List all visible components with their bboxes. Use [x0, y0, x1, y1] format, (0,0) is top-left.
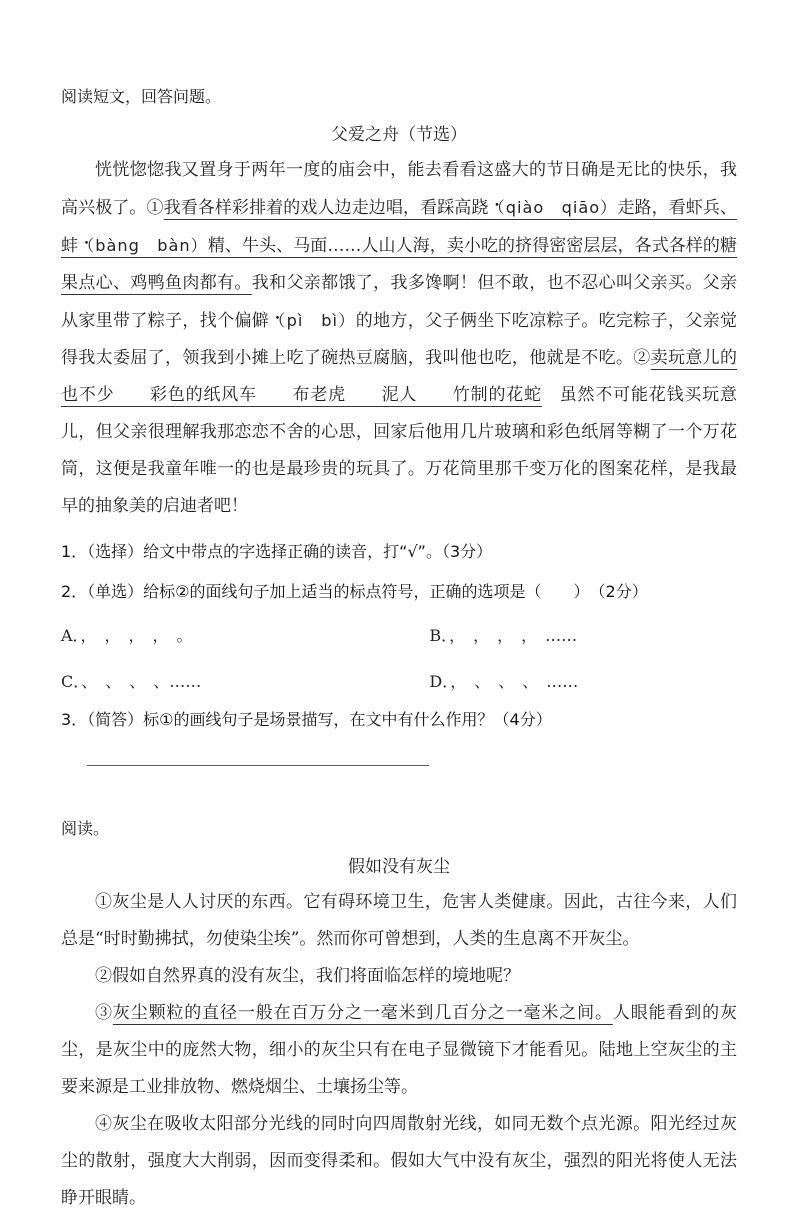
passage2-text	[61, 884, 737, 1217]
passage2-para3: ③灰尘颗粒的直径一般在百万分之一毫米到几百分之一毫米之间。人眼能看到的灰尘，是灰尘中的庞然大物，细小的灰尘只有在电子显微镜下才能看见。陆地上空灰尘的主要来源是工业排放物、燃烧烟尘、土壤扬尘等。	[61, 1003, 738, 1097]
dotted-char-bang: 蚌 •	[61, 236, 78, 256]
circled-3-marker: ③	[95, 1003, 113, 1023]
option-b: B．， ， ， ， ……	[429, 626, 578, 645]
question-2: 2．（单选）给标②的面线句子加上适当的标点符号，正确的选项是（ ） （2分）	[61, 582, 648, 601]
passage2-para4: ④灰尘在吸收太阳部分光线的同时向四周散射光线，如同无数个点光源。阳光经过灰尘的散射，强度大大削弱，因而变得柔和。假如大气中没有灰尘，强烈的阳光将使人无法睁开眼睛。	[61, 1114, 737, 1208]
dotted-char-pi: 僻 •	[252, 311, 269, 331]
section2-instruction: 阅读。	[61, 819, 110, 838]
underlined-segment-3: 灰尘颗粒的直径一般在百万分之一毫米到几百分之一毫米之间。	[112, 1003, 613, 1023]
passage1-opening: 恍恍惚惚我又置身于两年一度的庙会中，能去看看这盛大的节日确是无比的快乐，我高兴极了。	[61, 160, 737, 218]
dotted-char-qiao: 跷 •	[471, 198, 488, 218]
question-2-options	[61, 625, 737, 693]
passage1-text	[61, 152, 737, 525]
underlined-segment-1: 我看各样彩排着的戏人边走边唱，看踩高跷 •（qiào qiāo）走路，看虾兵、蚌 •（bàng bàn）精、牛头、马面……人山人海，卖小吃的挤得密密层层，各式各样的糖果点心、鸡鸭鱼肉都有。	[61, 198, 737, 293]
pinyin-pi: （pì bì）	[269, 311, 356, 330]
question-3: 3．（简答）标①的画线句子是场景描写，在文中有什么作用？（4分）	[61, 710, 552, 729]
circled-1-marker: ①	[146, 198, 164, 218]
passage1-title: 父爱之舟（节选）	[331, 125, 467, 145]
passage1-middle-a: 我和父亲都饿了，我多馋啊！但不敢，也不忍心叫父亲买。父亲从家里带了粽子，找个偏	[61, 273, 738, 331]
pinyin-qiao: （qiào qiāo）	[488, 198, 618, 217]
option-d: D．， 、 、 、 ……	[429, 672, 579, 691]
section1-instruction: 阅读短文，回答问题。	[61, 87, 222, 106]
passage2-para1: ①灰尘是人人讨厌的东西。它有碍环境卫生，危害人类健康。因此，古往今来，人们总是“时时勤拂拭，勿使染尘埃”。然而你可曾想到，人类的生息离不开灰尘。	[61, 892, 737, 949]
circled-2-marker: ②	[633, 348, 651, 368]
answer-blank-line	[87, 765, 429, 766]
pinyin-bang: （bàng bàn）	[78, 236, 208, 255]
passage2-para2: ②假如自然界真的没有灰尘，我们将面临怎样的境地呢？	[95, 966, 520, 986]
passage2-title: 假如没有灰尘	[348, 857, 450, 877]
question-1: 1．（选择）给文中带点的字选择正确的读音，打“√”。（3分）	[61, 542, 493, 561]
underlined-segment-2: 卖玩意儿的也不少 彩色的纸风车 布老虎 泥人 竹制的花蛇	[61, 348, 738, 405]
option-c: C．、 、 、 、……	[61, 672, 202, 691]
passage1-middle-b: 的地方，父子俩坐下吃凉粽子。吃完粽子，父亲觉得我太委屈了，领我到小摊上吃了碗热豆腐脑，我叫他也吃，他就是不吃。	[61, 311, 738, 368]
option-a: A．， ， ， ， 。	[61, 626, 193, 645]
passage1-ending: 虽然不可能花钱买玩意儿，但父亲很理解我那恋恋不舍的心思，回家后他用几片玻璃和彩色纸屑等糊了一个万花筒，这便是我童年唯一的也是最珍贵的玩具了。万花筒里那千变万化的图案花样，是我最早的抽象美的启迪者吧！	[61, 385, 737, 516]
